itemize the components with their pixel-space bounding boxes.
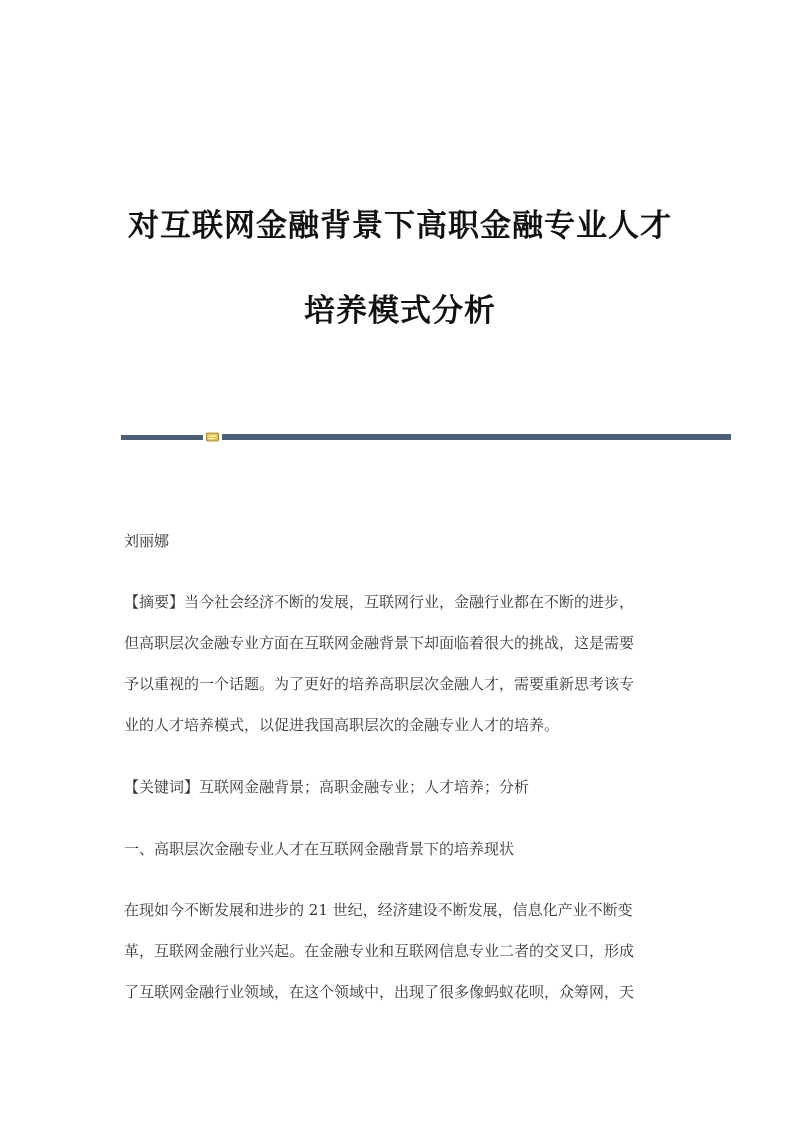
title-line-1: 对互联网金融背景下高职金融专业人才 xyxy=(128,208,672,244)
section-1-heading: 一、高职层次金融专业人才在互联网金融背景下的培养现状 xyxy=(124,840,515,858)
abstract-line-3: 予以重视的一个话题。为了更好的培养高职层次金融人才，需要重新思考该专 xyxy=(124,675,635,693)
abstract-line-1: 【摘要】当今社会经济不断的发展，互联网行业，金融行业都在不断的进步， xyxy=(124,593,635,611)
section-1-line-3: 了互联网金融行业领域，在这个领域中，出现了很多像蚂蚁花呗，众筹网，天 xyxy=(124,983,635,1001)
divider-bar-left xyxy=(121,435,203,440)
title-divider xyxy=(121,431,731,443)
title-line-2: 培养模式分析 xyxy=(304,293,496,329)
keywords-line: 【关键词】互联网金融背景；高职金融专业；人才培养；分析 xyxy=(124,778,530,796)
section-1-line-2: 革，互联网金融行业兴起。在金融专业和互联网信息专业二者的交叉口，形成 xyxy=(124,942,635,960)
divider-bar-right xyxy=(222,434,731,440)
author-name: 刘丽娜 xyxy=(124,532,170,550)
abstract-line-4: 业的人才培养模式，以促进我国高职层次的金融专业人才的培养。 xyxy=(124,716,560,734)
pencil-note-icon xyxy=(206,432,219,442)
abstract-line-2: 但高职层次金融专业方面在互联网金融背景下却面临着很大的挑战，这是需要 xyxy=(124,634,635,652)
section-1-line-1: 在现如今不断发展和进步的 21 世纪，经济建设不断发展，信息化产业不断变 xyxy=(124,901,633,919)
